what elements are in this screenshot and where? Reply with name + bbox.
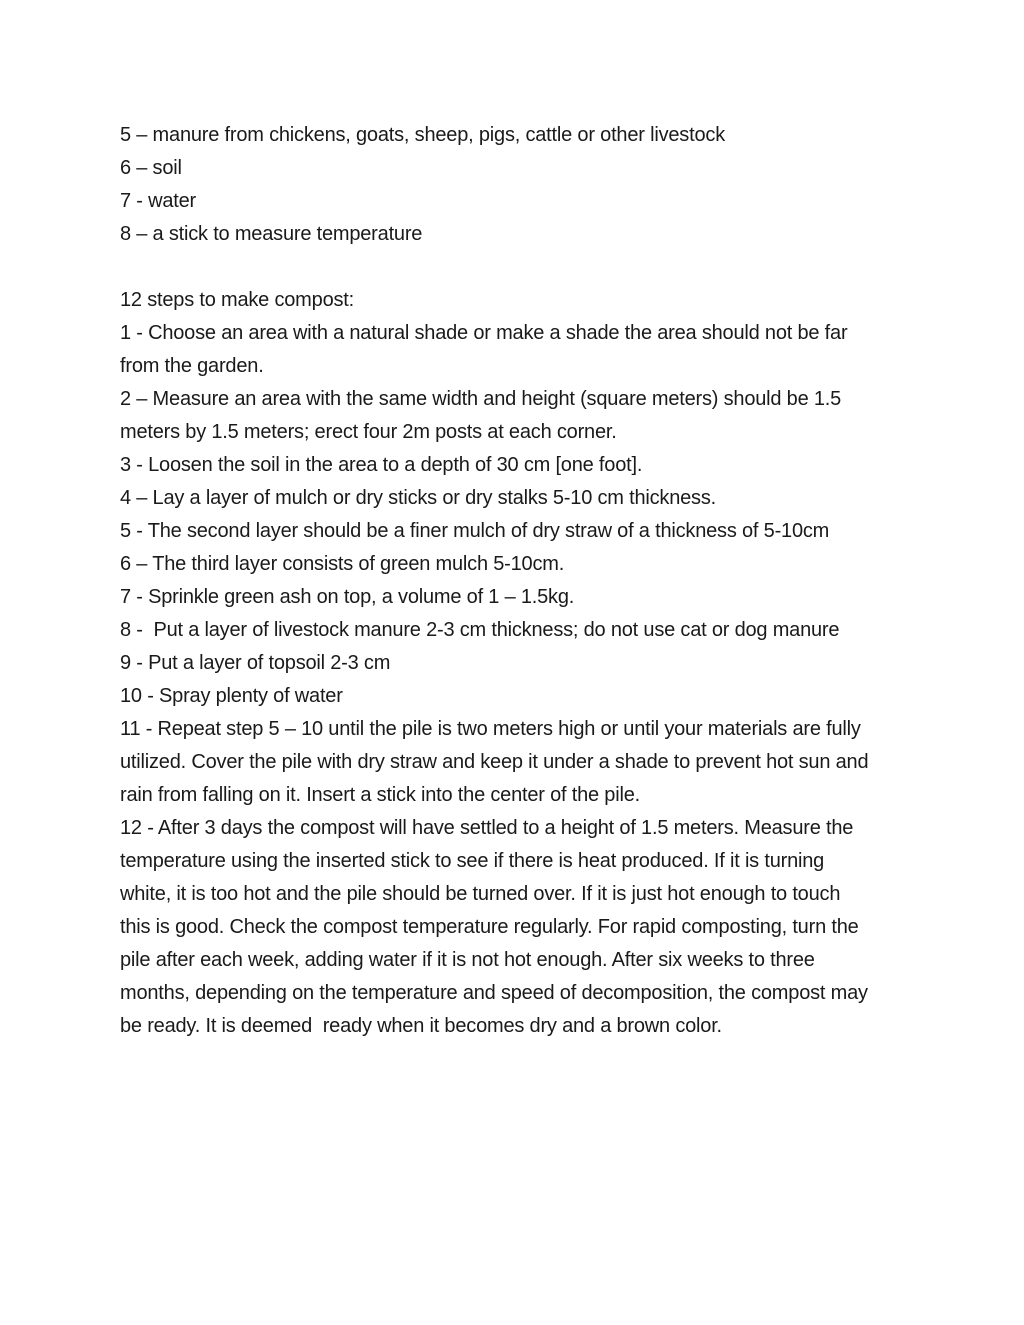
step-8: 8 - Put a layer of livestock manure 2-3 cm thickness; do not use cat or dog manure — [120, 619, 840, 641]
step-9: 9 - Put a layer of topsoil 2-3 cm — [120, 652, 391, 674]
document-body — [120, 119, 872, 1043]
steps-heading: 12 steps to make compost: — [120, 289, 355, 311]
step-11: 11 - Repeat step 5 – 10 until the pile is two meters high or until your materials are fully utilized. Cover the pile with dry straw and keep it under a shade to prevent hot sun and rain from falling on it. Insert a stick into the center of the pile. — [120, 718, 874, 806]
step-10: 10 - Spray plenty of water — [120, 685, 343, 707]
materials-item-6: 6 – soil — [120, 157, 182, 179]
step-7: 7 - Sprinkle green ash on top, a volume of 1 – 1.5kg. — [120, 586, 575, 608]
materials-item-8: 8 – a stick to measure temperature — [120, 223, 423, 245]
materials-item-7: 7 - water — [120, 190, 197, 212]
step-4: 4 – Lay a layer of mulch or dry sticks or dry stalks 5-10 cm thickness. — [120, 487, 717, 509]
step-1: 1 - Choose an area with a natural shade or make a shade the area should not be far from the garden. — [120, 322, 853, 377]
blank-line — [120, 251, 872, 284]
step-2: 2 – Measure an area with the same width and height (square meters) should be 1.5 meters by 1.5 meters; erect four 2m posts at each corner. — [120, 388, 847, 443]
step-5: 5 - The second layer should be a finer mulch of dry straw of a thickness of 5-10cm — [120, 520, 830, 542]
step-12: 12 - After 3 days the compost will have settled to a height of 1.5 meters. Measure the temperature using the inserted stick to see if there is heat produced. If it is turning white, it is too hot and the pile should be turned over. If it is just hot enough to touch this is good. Check the compost temperature regularly. For rapid composting, turn the pile after each week, adding water if it is not hot enough. After six weeks to three months, depending on the temperature and speed of decomposition, the compost may be ready. It is deemed ready when it becomes dry and a brown color. — [120, 817, 874, 1037]
materials-item-5: 5 – manure from chickens, goats, sheep, pigs, cattle or other livestock — [120, 124, 725, 146]
step-6: 6 – The third layer consists of green mulch 5-10cm. — [120, 553, 565, 575]
step-3: 3 - Loosen the soil in the area to a depth of 30 cm [one foot]. — [120, 454, 643, 476]
